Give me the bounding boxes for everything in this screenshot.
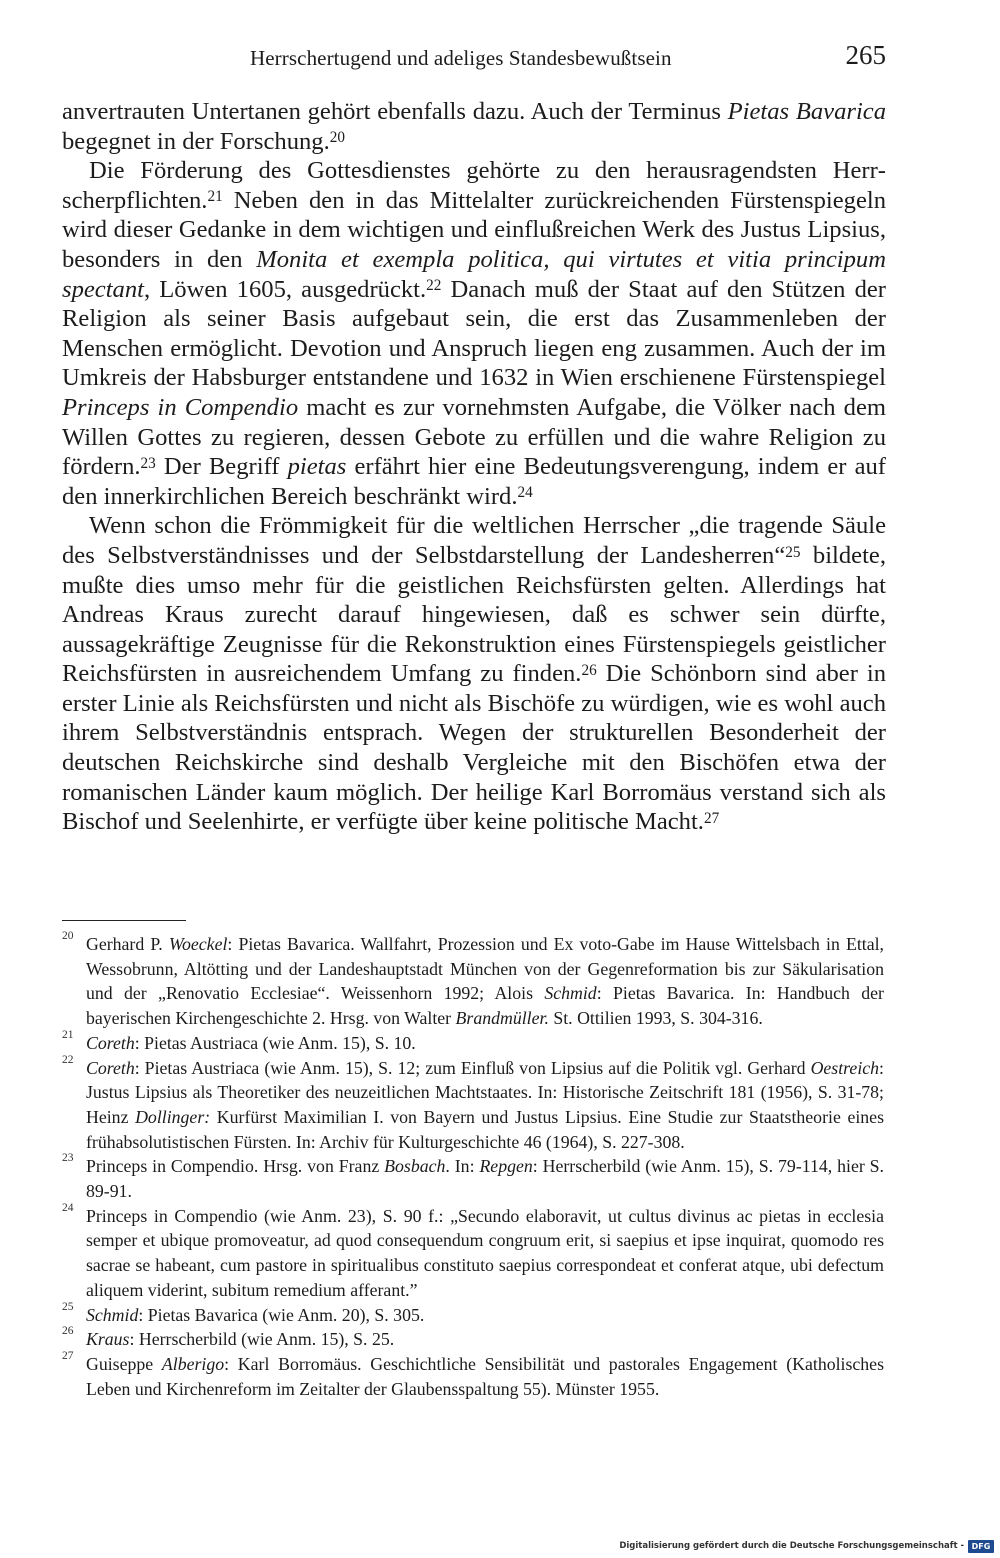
- text-run: , Löwen 1605, ausgedrückt.: [143, 275, 427, 303]
- italic-title: Princeps in Compendio: [62, 393, 299, 421]
- footnote-number: 21: [62, 1028, 74, 1041]
- footnotes: [62, 932, 884, 1401]
- dfg-logo-icon: DFG: [968, 1540, 994, 1553]
- author-name: Schmid: [544, 983, 597, 1004]
- footnote-26: [62, 1327, 884, 1352]
- paragraph-1: [62, 97, 886, 156]
- footnote-number: 23: [62, 1152, 74, 1165]
- author-name: Brandmüller.: [455, 1008, 549, 1029]
- author-name: Dollinger:: [135, 1106, 211, 1127]
- footnote-ref-25: 25: [785, 543, 801, 561]
- running-header: [250, 40, 886, 80]
- footnote-ref-21: 21: [207, 188, 223, 206]
- text-run: erfährt hier eine Bedeutungsverengung, indem er auf den innerkirchlichen Bereich beschränkt wird.: [62, 453, 886, 510]
- author-name: Oestreich: [810, 1057, 880, 1078]
- italic-title: Monita et exempla politica, qui virtutes et vitia principum spectant: [62, 245, 886, 303]
- text-run: : Herrscherbild (wie Anm. 15), S. 79-114, hier S. 89-91.: [86, 1156, 885, 1202]
- text-run: . In:: [445, 1156, 480, 1177]
- footnote-21: [62, 1028, 884, 1056]
- text-run: St. Ottilien 1993, S. 304-316.: [548, 1008, 763, 1029]
- digitization-credit: [619, 1538, 994, 1554]
- text-run: Die Förderung des Gottesdienstes gehörte zu den herausragendsten Herrscherpflichten.: [62, 157, 886, 214]
- footnote-27: [62, 1349, 884, 1401]
- text-run: : Pietas Austriaca (wie Anm. 15), S. 12; zum Einfluß von Lipsius auf die Politik vgl. Gerhard: [134, 1057, 811, 1078]
- text-run: Der Begriff: [155, 453, 288, 481]
- text-run: bildete, mußte dies umso mehr für die geistlichen Reichsfürsten gelten. Allerdings hat Andreas Kraus zurecht darauf hingewiesen, daß es schwer sein dürfte, aussagekräftige Zeugnisse für die Rekonstruktion eines Fürstenspiegels geistlicher Reichsfürsten in ausreichendem Umfang zu finden.: [62, 541, 886, 688]
- author-name: Kraus: [86, 1329, 130, 1350]
- running-title: Herrschertugend und adeliges Standesbewußtsein: [250, 46, 672, 70]
- footnote-number: 25: [62, 1300, 74, 1313]
- author-name: Coreth: [86, 1032, 135, 1053]
- footnote-20: [62, 932, 884, 1031]
- text-run: macht es zur vornehmsten Aufgabe, die Völker nach dem Willen Gottes zu regieren, dessen Gebote zu erfüllen und die wahre Religion zu fördern.: [62, 393, 887, 481]
- text-run: anvertrauten Untertanen gehört ebenfalls dazu. Auch der Terminus: [62, 98, 728, 125]
- text-run: : Pietas Austriaca (wie Anm. 15), S. 10.: [134, 1032, 416, 1053]
- italic-term: Pietas Bavarica: [727, 98, 886, 125]
- text-run: : Pietas Bavarica (wie Anm. 20), S. 305.: [138, 1304, 425, 1325]
- paragraph-3: [62, 511, 886, 837]
- italic-term: pietas: [287, 453, 347, 481]
- text-run: : Karl Borromäus. Geschichtliche Sensibilität und pastorales Engagement (Katholisches Leben und Kirchenreform im Zeitalter der Glaubensspaltung 55). Münster 1955.: [86, 1353, 884, 1399]
- text-run: begegnet in der Forschung.: [62, 127, 330, 155]
- text-run: : Justus Lipsius als Theoretiker des neuzeitlichen Machtstaates. In: Historische Zeitschrift 181 (1956), S. 31-78; Heinz: [86, 1057, 884, 1127]
- footnote-ref-20: 20: [329, 129, 345, 147]
- author-name: Coreth: [86, 1057, 135, 1078]
- footnote-25: [62, 1300, 884, 1328]
- page-number: 265: [845, 40, 886, 70]
- text-run: Danach muß der Staat auf den Stützen der Religion als seiner Basis aufgebaut sein, die erst das Zusammenleben der Menschen ermöglicht. Devotion und Anspruch liegen eng zusammen. Auch der im Umkreis der Habsburger entstandene und 1632 in Wien erschienene Fürstenspiegel: [62, 275, 886, 392]
- footnote-23: [62, 1154, 884, 1203]
- footnote-number: 22: [62, 1053, 74, 1066]
- text-run: Gerhard P.: [86, 934, 169, 954]
- main-text: [62, 97, 886, 837]
- footnote-ref-23: 23: [140, 454, 156, 472]
- text-run: Princeps in Compendio (wie Anm. 23), S. 90 f.: „Secundo elaboravit, ut cultus divinus ac pietas in ecclesia semper et ubique promoveatur, ad quod consequendum congruum erit, si saepius et ipse inquirat, quomodo res sacrae se habeant, cum pastore in spiritualibus constituto saepius correspondeat et conferat atque, ubi defectum aliquem viderint, subitum remedium afferant.”: [86, 1205, 884, 1300]
- text-run: : Pietas Bavarica. Wallfahrt, Prozession und Ex voto-Gabe im Hause Wittelsbach in Ettal, Wessobrunn, Altötting und der Landeshauptstadt München von der Gegenreformation bis zur Säkularisation und der „Renovatio Ecclesiae“. Weissenhorn 1992; Alois: [86, 934, 884, 1004]
- footnote-24: [62, 1201, 884, 1303]
- text-run: : Herrscherbild (wie Anm. 15), S. 25.: [129, 1329, 395, 1350]
- footnote-ref-22: 22: [426, 277, 442, 295]
- author-name: Bosbach: [384, 1156, 446, 1177]
- author-name: Woeckel: [168, 934, 228, 954]
- text-run: Princeps in Compendio. Hrsg. von Franz: [86, 1156, 385, 1177]
- text-run: Wenn schon die Frömmigkeit für die weltlichen Herrscher „die tragende Säule des Selbstverständnisses und der Selbstdarstellung der Landesherren“: [62, 512, 886, 569]
- footnote-number: 24: [62, 1201, 74, 1214]
- text-run: Kurfürst Maximilian I. von Bayern und Justus Lipsius. Eine Studie zur Staatstheorie eines frühabsolutistischen Fürsten. In: Archiv für Kulturgeschichte 46 (1964), S. 227-308.: [86, 1106, 884, 1152]
- footnote-separator: [62, 920, 186, 921]
- footnote-number: 27: [62, 1349, 74, 1362]
- author-name: Schmid: [86, 1304, 139, 1325]
- author-name: Repgen: [479, 1156, 533, 1177]
- footnote-ref-27: 27: [703, 809, 720, 827]
- credit-text: Digitalisierung gefördert durch die Deutsche Forschungsgemeinschaft -: [619, 1541, 964, 1551]
- text-run: : Pietas Bavarica. In: Handbuch der bayerischen Kirchengeschichte 2. Hrsg. von Walter: [86, 983, 884, 1029]
- text-run: Neben den in das Mittelalter zurückreichenden Fürstenspiegeln wird dieser Gedanke in dem wichtigen und einflußreichen Werk des Justus Lipsius, besonders in den: [62, 186, 886, 273]
- footnote-number: 26: [62, 1325, 74, 1338]
- text-run: Die Schönborn sind aber in erster Linie als Reichsfürsten und nicht als Bischöfe zu würdigen, wie es wohl auch ihrem Selbstverständnis entsprach. Wegen der strukturellen Besonderheit der deutschen Reichskirche sind deshalb Vergleiche mit den Bischöfen etwa der romanischen Länder kaum möglich. Der heilige Karl Borromäus verstand sich als Bischof und Seelenhirte, er verfügte über keine politische Macht.: [62, 660, 887, 836]
- footnote-ref-24: 24: [517, 484, 533, 502]
- footnote-ref-26: 26: [581, 661, 597, 679]
- footnote-number: 20: [62, 930, 74, 942]
- text-run: Guiseppe: [86, 1353, 162, 1374]
- author-name: Alberigo: [161, 1353, 225, 1374]
- footnote-22: [62, 1053, 884, 1155]
- paragraph-2: [62, 156, 886, 511]
